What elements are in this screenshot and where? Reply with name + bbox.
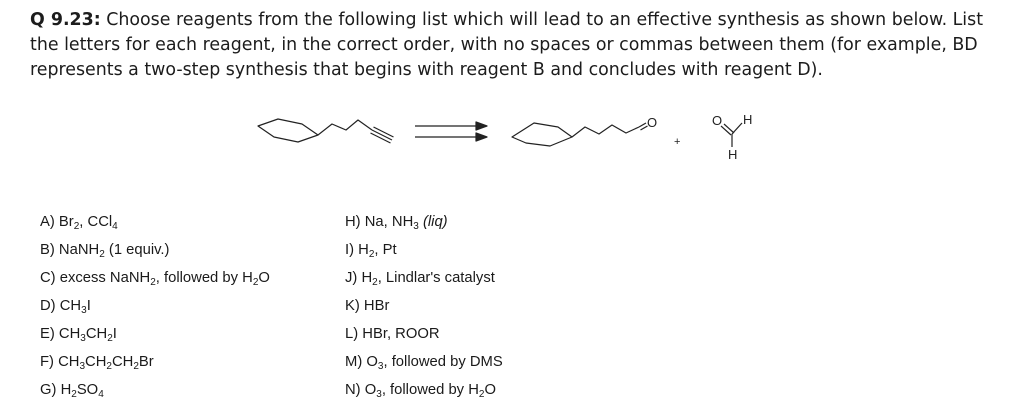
reagent-text: excess NaNH [59, 270, 151, 286]
reagent-text: I [86, 298, 91, 314]
reagent-letter: M) [345, 354, 363, 370]
reagent-subscript: 3 [377, 361, 384, 372]
cyclohexane-ring-product [512, 123, 572, 146]
cyclohexane-ring-reactant [258, 119, 318, 142]
reagent-subscript: 2 [71, 389, 77, 400]
reagent-item [345, 208, 503, 236]
reagent-subscript: 2 [99, 249, 105, 260]
reagent-subscript: 2 [133, 361, 139, 372]
reagent-item [40, 376, 270, 404]
question-text [30, 8, 1005, 83]
reagent-item [345, 348, 503, 376]
reactant-chain [318, 120, 372, 135]
reagent-item [40, 320, 270, 348]
reagent-subscript: 2 [252, 277, 259, 288]
reagent-text: H [361, 270, 373, 286]
reagent-text: Br [58, 214, 74, 230]
reagent-text: HBr, ROOR [362, 326, 440, 342]
reagent-letter: F) [40, 354, 54, 370]
formaldehyde-hydrogen-bottom: H [728, 147, 738, 162]
reagent-letter: K) [345, 298, 360, 314]
reagent-item [40, 292, 270, 320]
reagent-text: Br [138, 354, 154, 370]
reagent-text: HBr [363, 298, 390, 314]
reagent-text: , CCl [79, 214, 113, 230]
reagent-item [345, 264, 503, 292]
reagent-letter: I) [345, 242, 355, 258]
reagent-letter: G) [40, 382, 57, 398]
reagent-item [40, 264, 270, 292]
product-oxygen: O [647, 115, 658, 130]
reagent-subscript: 2 [73, 221, 80, 232]
reagent-text: NaNH [58, 242, 100, 258]
reagent-subscript: 2 [372, 277, 378, 288]
reagent-list-right [345, 208, 503, 404]
reagent-subscript: 4 [98, 389, 104, 400]
reagent-text: SO [76, 382, 99, 398]
reagent-letter: L) [345, 326, 359, 342]
reagent-text: CH [58, 354, 80, 370]
reagent-text: O [258, 270, 270, 286]
reagent-text: , followed by H [381, 382, 479, 398]
reagent-text: , followed by DMS [383, 354, 503, 370]
reagent-letter: B) [40, 242, 55, 258]
reagent-text: O [484, 382, 496, 398]
question-number: Q 9.23: [30, 10, 101, 30]
reagent-subscript: 2 [478, 389, 485, 400]
reagent-letter: J) [345, 270, 358, 286]
reagent-text: (1 equiv.) [104, 242, 170, 258]
reagent-subscript: 3 [80, 333, 86, 344]
reagent-list-left [40, 208, 270, 404]
reagent-item [40, 236, 270, 264]
reagent-item [345, 376, 503, 404]
reagent-text: H [358, 242, 369, 258]
reagent-text: , followed by H [155, 270, 253, 286]
reagent-subscript: 2 [368, 249, 375, 260]
reagent-subscript: 3 [81, 305, 87, 316]
reagent-text: Na, NH [364, 214, 414, 230]
reagent-subscript: 3 [79, 361, 86, 372]
reagent-text: CH [85, 354, 107, 370]
reaction-arrow [415, 122, 487, 141]
reagent-text: CH [58, 326, 81, 342]
reagent-text: H [60, 382, 72, 398]
reagent-text: O [364, 382, 377, 398]
reagent-letter: D) [40, 298, 56, 314]
reagent-subscript: 3 [376, 389, 382, 400]
reagent-subscript: 4 [112, 221, 118, 232]
plus-sign: + [674, 136, 681, 148]
reagent-subscript: 3 [413, 221, 419, 232]
reagent-item [345, 320, 503, 348]
product-chain [572, 123, 648, 137]
reagent-item [345, 236, 503, 264]
formaldehyde-oxygen: O [712, 113, 723, 128]
reagent-text: O [366, 354, 378, 370]
reagent-text: CH [59, 298, 82, 314]
reagent-text: , Pt [374, 242, 397, 258]
reagent-subscript: 2 [107, 333, 113, 344]
question-body: Choose reagents from the following list which will lead to an effective synthesis as shown below. List the letters for each reagent, in the correct order, with no spaces or commas between them (for example, BD represents a two-step synthesis that begins with reagent B and concludes with reagent D). [30, 10, 984, 80]
reagent-item [40, 348, 270, 376]
reagent-letter: N) [345, 382, 361, 398]
reagent-letter: C) [40, 270, 56, 286]
reagent-text: I [112, 326, 117, 342]
reagent-subscript: 2 [150, 277, 156, 288]
reagent-letter: A) [40, 214, 55, 230]
formaldehyde-bonds [721, 123, 742, 147]
reagent-italic: (liq) [422, 214, 448, 230]
formaldehyde-hydrogen-top: H [743, 112, 753, 127]
reagent-item [345, 292, 503, 320]
alkyne-triple-bond [371, 127, 394, 143]
reagent-text: CH [85, 326, 108, 342]
reaction-scheme [240, 110, 800, 170]
reagent-item [40, 208, 270, 236]
reagent-text: , Lindlar's catalyst [377, 270, 495, 286]
reagent-letter: E) [40, 326, 55, 342]
reagent-text: CH [111, 354, 134, 370]
reagent-letter: H) [345, 214, 361, 230]
reagent-subscript: 2 [106, 361, 112, 372]
